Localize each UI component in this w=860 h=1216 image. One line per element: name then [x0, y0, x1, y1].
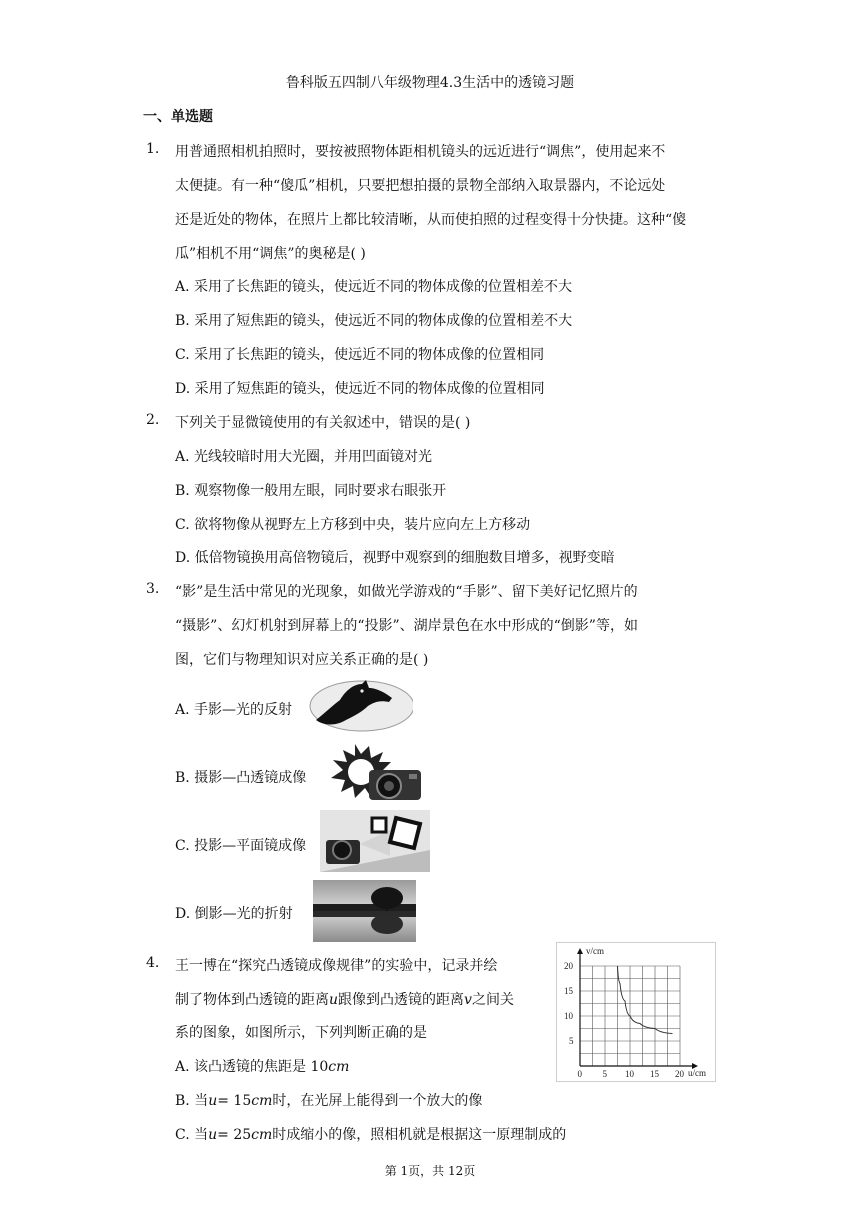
option-b: B. 摄影—凸透镜成像	[175, 770, 307, 786]
math-u: u	[329, 992, 339, 1008]
y-tick-label: 20	[564, 961, 573, 971]
option-c: C. 投影—平面镜成像	[175, 838, 307, 854]
x-axis-label: u/cm	[688, 1068, 706, 1078]
question-text-line: 用普通照相机拍照时，要按被照物体距相机镜头的远近进行“调焦”，使用起来不	[175, 144, 666, 160]
question-number: 3.	[146, 581, 160, 597]
x-tick-label: 10	[625, 1069, 634, 1079]
option-d: D. 采用了短焦距的镜头，使远近不同的物体成像的位置相同	[175, 381, 545, 397]
question-text-line: 图，它们与物理知识对应关系正确的是( )	[175, 652, 429, 668]
question-text-line: 王一博在“探究凸透镜成像规律”的实验中，记录并绘	[175, 958, 498, 974]
hand-shadow-image	[306, 676, 413, 733]
y-axis-label: v/cm	[586, 946, 604, 956]
u-v-graph	[556, 942, 716, 1082]
question-text-line: 制了物体到凸透镜的距离u跟像到凸透镜的距离v之间关	[175, 992, 514, 1008]
y-tick-label: 15	[564, 986, 573, 996]
x-tick-label: 15	[650, 1069, 659, 1079]
option-a: A. 手影—光的反射	[175, 702, 293, 718]
x-tick-label: 5	[602, 1069, 607, 1079]
y-tick-label: 10	[564, 1011, 573, 1021]
option-b: B. 观察物像一般用左眼，同时要求右眼张开	[175, 483, 447, 499]
question-text-line: “摄影”、幻灯机射到屏幕上的“投影”、湖岸景色在水中形成的“倒影”等，如	[175, 618, 638, 634]
option-a: A. 该凸透镜的焦距是 10cm	[175, 1059, 350, 1075]
option-c: C. 当u= 25cm时成缩小的像，照相机就是根据这一原理制成的	[175, 1127, 567, 1143]
question-text-line: 瓜”相机不用“调焦”的奥秘是( )	[175, 246, 366, 262]
question-number: 1.	[146, 141, 160, 157]
page-title: 鲁科版五四制八年级物理4.3生活中的透镜习题	[285, 75, 575, 91]
section-heading: 一、单选题	[143, 109, 213, 125]
question-text-line: 太便捷。有一种“傻瓜”相机，只要把想拍摄的景物全部纳入取景器内，不论远处	[175, 178, 666, 194]
question-text-line: 还是近处的物体，在照片上都比较清晰，从而使拍照的过程变得十分快捷。这种“傻	[175, 212, 687, 228]
option-c: C. 欲将物像从视野左上方移到中央，装片应向左上方移动	[175, 517, 531, 533]
option-c: C. 采用了长焦距的镜头，使远近不同的物体成像的位置相同	[175, 347, 545, 363]
reflection-image	[313, 880, 416, 942]
x-tick-label: 0	[577, 1069, 582, 1079]
page-footer: 第 1页，共 12页	[384, 1164, 476, 1178]
option-a: A. 光线较暗时用大光圈，并用凹面镜对光	[175, 449, 433, 465]
option-d: D. 倒影—光的折射	[175, 906, 293, 922]
question-number: 2.	[146, 412, 160, 428]
y-tick-label: 5	[569, 1036, 574, 1046]
question-text-line: “影”是生活中常见的光现象，如做光学游戏的“手影”、留下美好记忆照片的	[175, 584, 638, 600]
question-text-line: 系的图象，如图所示，下列判断正确的是	[175, 1025, 427, 1041]
question-text-line: 下列关于显微镜使用的有关叙述中，错误的是( )	[175, 415, 471, 431]
option-b: B. 采用了短焦距的镜头，使远近不同的物体成像的位置相差不大	[175, 313, 573, 329]
projector-image	[320, 810, 430, 872]
question-number: 4.	[146, 955, 160, 971]
option-d: D. 低倍物镜换用高倍物镜后，视野中观察到的细胞数目增多，视野变暗	[175, 550, 615, 566]
camera-image	[325, 744, 435, 806]
math-v: v	[464, 992, 472, 1008]
option-a: A. 采用了长焦距的镜头，使远近不同的物体成像的位置相差不大	[175, 279, 573, 295]
option-b: B. 当u= 15cm时，在光屏上能得到一个放大的像	[175, 1093, 483, 1109]
x-tick-label: 20	[675, 1069, 684, 1079]
